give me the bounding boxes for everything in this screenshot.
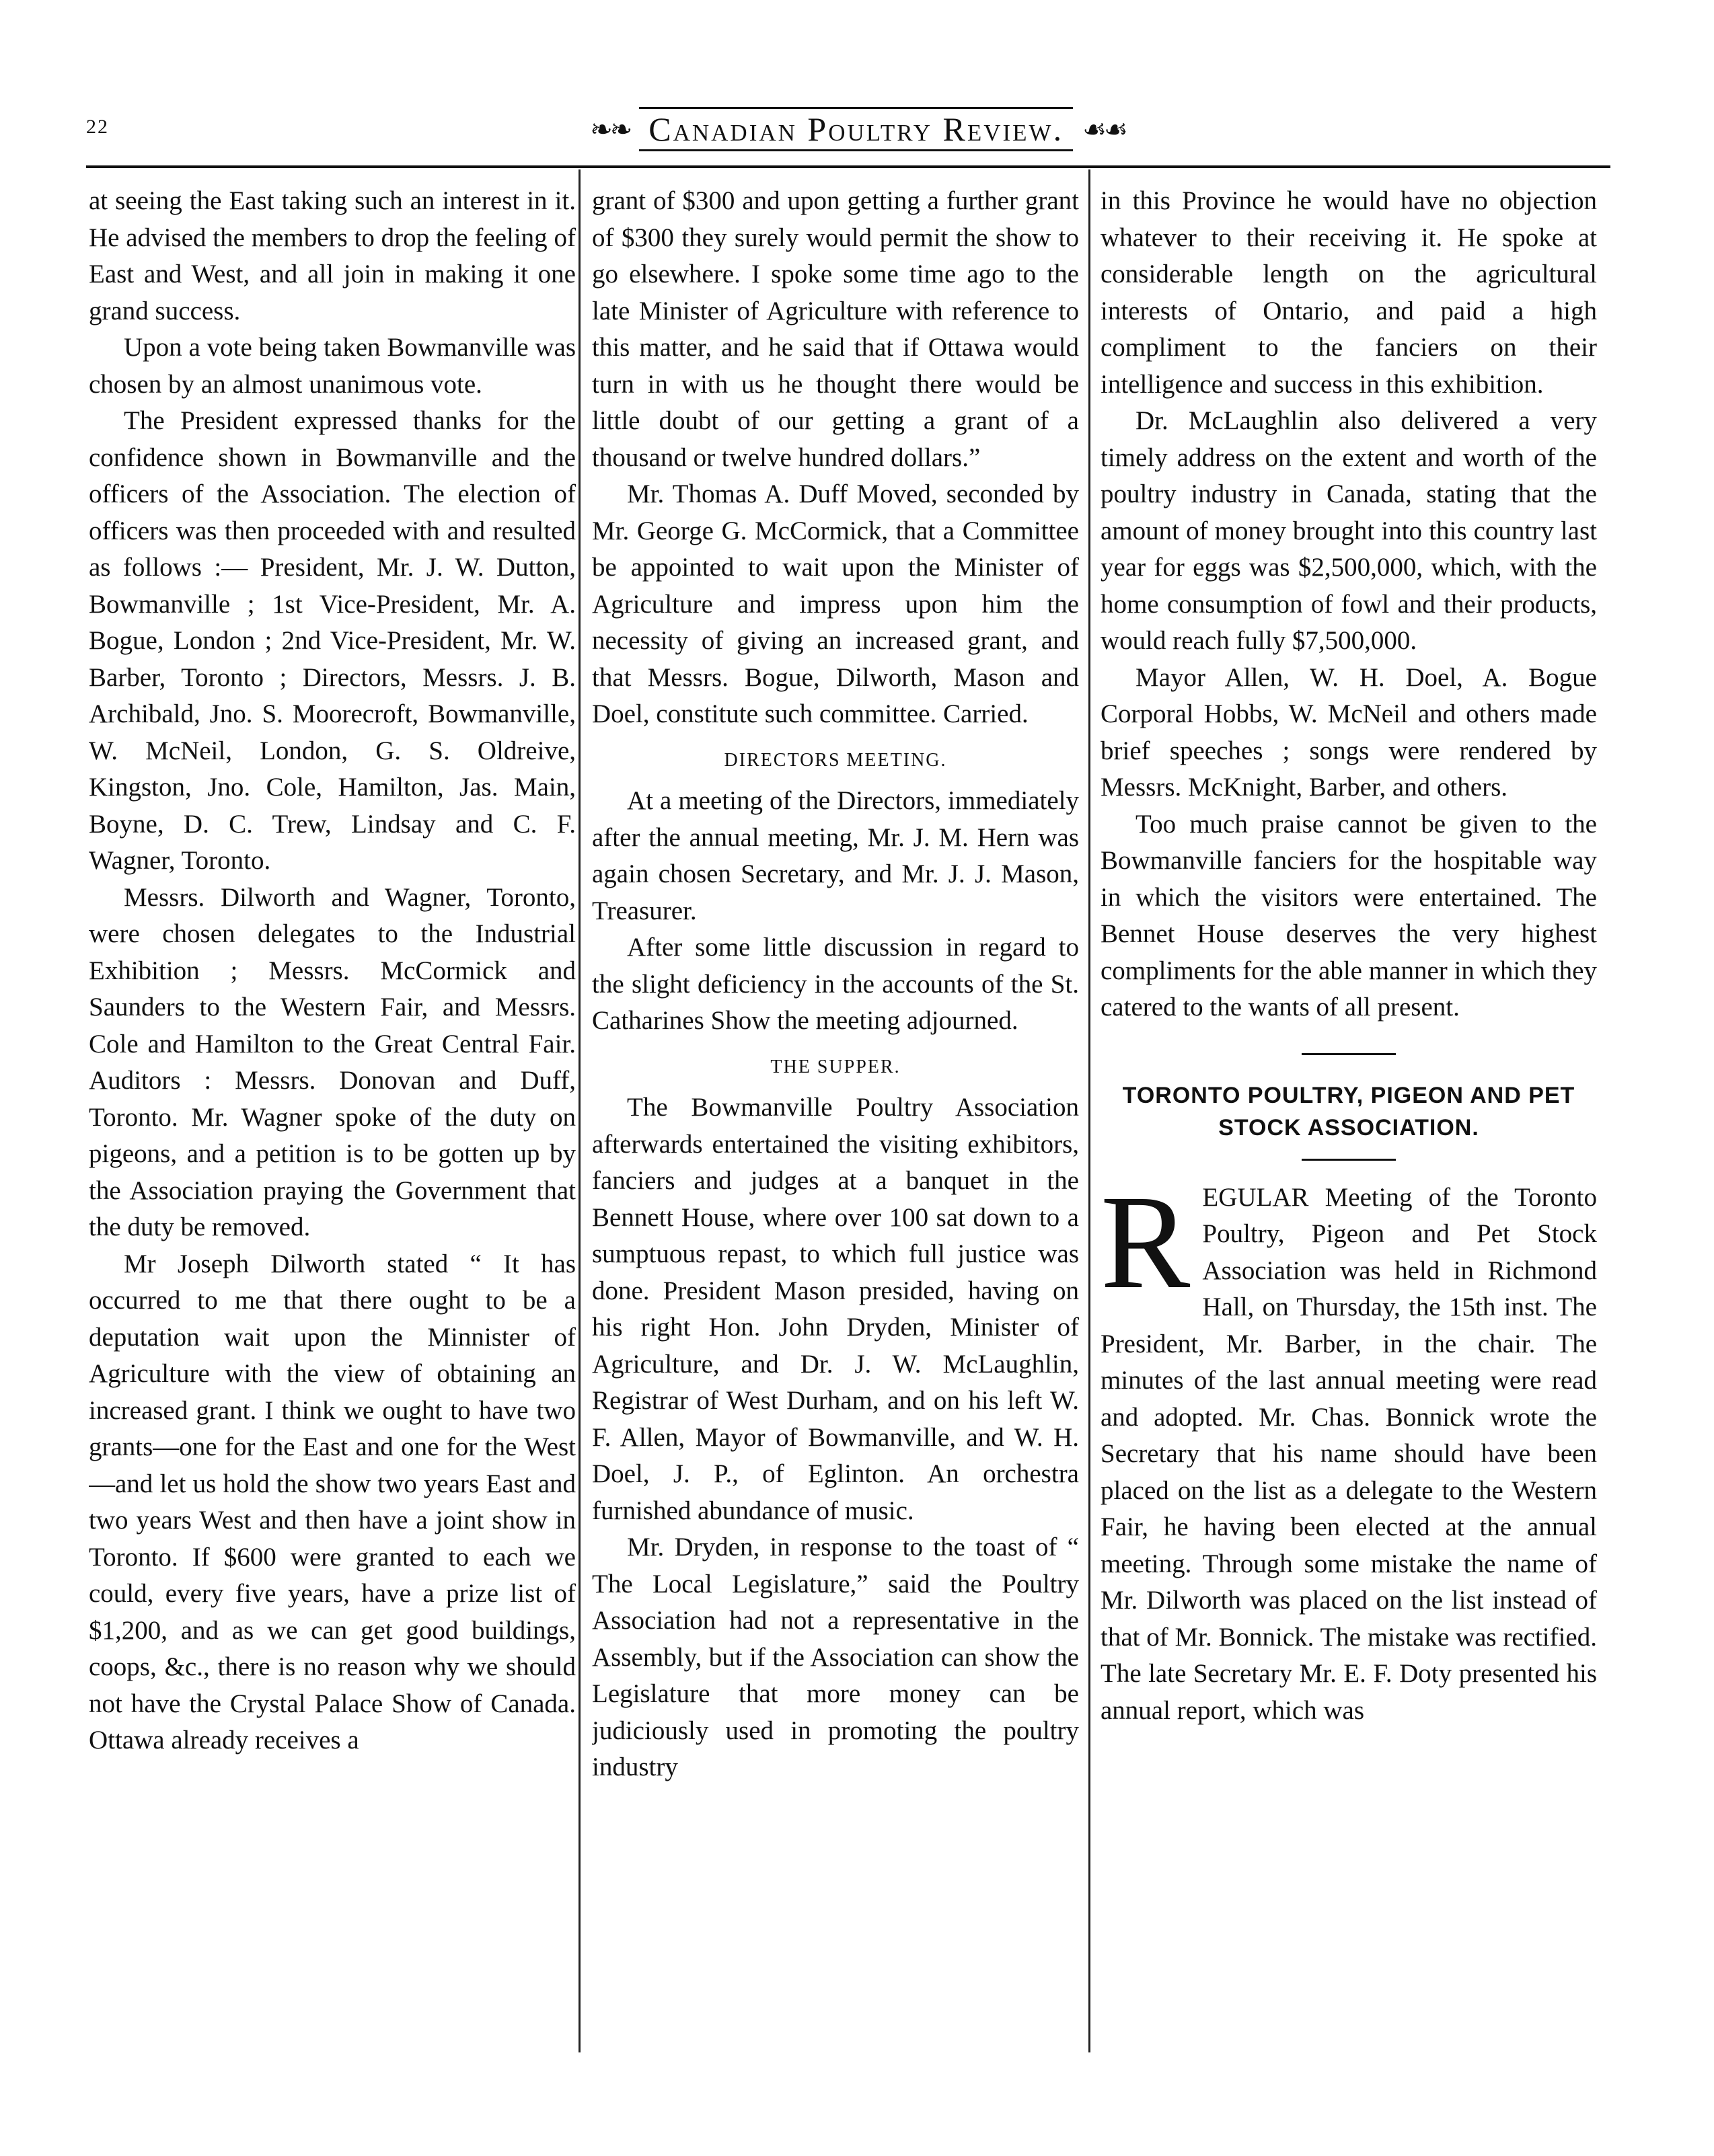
small-caps-lead: EGULAR: [1202, 1182, 1309, 1212]
column-divider: [1088, 169, 1090, 2052]
paragraph: After some little discussion in regard to the slight deficiency in the accounts of the St. Catharines Show the meeting adjourned.: [592, 933, 1079, 1035]
column-3: [1101, 183, 1597, 2052]
section-divider: [1302, 1159, 1396, 1161]
paragraph: Too much praise cannot be given to the Bowmanville fanciers for the hospitable way in which the visitors were entertained. The Bennet House deserves the very highest compliments for the able manner in which they catered to the wants of all present.: [1101, 809, 1597, 1022]
section-paragraph: [1101, 1167, 1597, 1730]
directors-meeting-heading: DIRECTORS MEETING.: [724, 749, 947, 771]
paragraph: Mr. Dryden, in response to the toast of “ The Local Legislature,” said the Poultry Association had not a representative in the Assembly, but if the Association can show the Legislature that more money can be judiciously used in promoting the poultry industry: [592, 1533, 1079, 1781]
drop-cap: R: [1101, 1167, 1191, 1317]
masthead-title: Canadian Poultry Review.: [639, 107, 1073, 151]
section-body: Meeting of the Toronto Poultry, Pigeon and Pet Stock Association was held in Richmond Hall, on Thursday, the 15th inst. The President, Mr. Barber, in the chair. The minutes of the last annual meeting were read and adopted. Mr. Chas. Bonnick wrote the Secretary that his name should have been placed on the list as a delegate to the Western Fair, he having been elected at the annual meeting. Through some mistake the name of Mr. Dilworth was placed on the list instead of that of Mr. Bonnick. The mistake was rectified. The late Secretary Mr. E. F. Doty presented his annual report, which was: [1101, 1182, 1597, 1725]
column-2: [592, 183, 1079, 2052]
paragraph: The President expressed thanks for the confidence shown in Bowmanville and the officers of the Association. The election of officers was then proceeded with and resulted as follows :— President, Mr. J. W. Dutton, Bowmanville ; 1st Vice-President, Mr. A. Bogue, London ; 2nd Vice-President, Mr. W. Barber, Toronto ; Directors, Messrs. J. B. Archibald, Jno. S. Moorecroft, Bowmanville, W. McNeil, London, G. S. Oldreive, Kingston, Jno. Cole, Hamilton, Jas. Main, Boyne, D. C. Trew, Lindsay and C. F. Wagner, Toronto.: [89, 406, 576, 875]
paragraph: The Bowmanville Poultry Association afterwards entertained the visiting exhibitors, fanciers and judges at a banquet in the Bennett House, where over 100 sat down to a sumptuous repast, to which full justice was done. President Mason presided, having on his right Hon. John Dryden, Minister of Agriculture, and Dr. J. W. McLaughlin, Registrar of West Durham, and on his left W. F. Allen, Mayor of Bowmanville, and W. H. Doel, J. P., of Eglinton. An orchestra furnished abundance of music.: [592, 1093, 1079, 1525]
paragraph: Upon a vote being taken Bowmanville was chosen by an almost unanimous vote.: [89, 333, 576, 399]
section-heading: TORONTO POULTRY, PIGEON AND PET STOCK ASSOCIATION.: [1122, 1082, 1575, 1141]
column-1: [89, 183, 576, 2052]
supper-heading: THE SUPPER.: [770, 1056, 901, 1077]
paragraph: grant of $300 and upon getting a further grant of $300 they surely would permit the show to go elsewhere. I spoke some time ago to the late Minister of Agriculture with reference to this matter, and he said that if Ottawa would turn in with us he thought there would be little doubt of our getting a grant of a thousand or twelve hundred dollars.”: [592, 186, 1079, 472]
page-number: 22: [86, 116, 109, 138]
masthead: [572, 102, 1144, 156]
ornament-right-icon: ☙☙: [1082, 114, 1125, 145]
column-divider: [579, 169, 581, 2052]
paragraph: Dr. McLaughlin also delivered a very timely address on the extent and worth of the poultry industry in Canada, stating that the amount of money brought into this country last year for eggs was $2,500,000, which, with the home consumption of fowl and their products, would reach fully $7,500,000.: [1101, 406, 1597, 655]
section-divider: [1302, 1053, 1396, 1055]
paragraph: in this Province he would have no objection whatever to their receiving it. He spoke at considerable length on the agricultural interests of Ontario, and paid a high compliment to the fanciers on their intelligence and success in this exhibition.: [1101, 186, 1597, 399]
paragraph: Messrs. Dilworth and Wagner, Toronto, were chosen delegates to the Industrial Exhibition ; Messrs. McCormick and Saunders to the Western Fair, and Messrs. Cole and Hamilton to the Great Central Fair. Auditors : Messrs. Donovan and Duff, Toronto. Mr. Wagner spoke of the duty on pigeons, and a petition is to be gotten up by the Association praying the Government that the duty be removed.: [89, 882, 576, 1241]
paragraph: At a meeting of the Directors, immediately after the annual meeting, Mr. J. M. Hern was again chosen Secretary, and Mr. J. J. Mason, Treasurer.: [592, 786, 1079, 925]
paragraph: Mayor Allen, W. H. Doel, A. Bogue Corporal Hobbs, W. McNeil and others made brief speeches ; songs were rendered by Messrs. McKnight, Barber, and others.: [1101, 662, 1597, 802]
paragraph: Mr. Thomas A. Duff Moved, seconded by Mr. George G. McCormick, that a Committee be appointed to wait upon the Minister of Agriculture and impress upon him the necessity of giving an increased grant, and that Messrs. Bogue, Dilworth, Mason and Doel, constitute such committee. Carried.: [592, 479, 1079, 728]
paragraph: at seeing the East taking such an interest in it. He advised the members to drop the feeling of East and West, and all join in making it one grand success.: [89, 186, 576, 325]
ornament-left-icon: ❧❧: [590, 114, 630, 145]
header-rule: [86, 165, 1610, 168]
paragraph: Mr Joseph Dilworth stated “ It has occurred to me that there ought to be a deputation wait upon the Minnister of Agriculture with the view of obtaining an increased grant. I think we ought to have two grants—one for the East and one for the West—and let us hold the show two years East and two years West and then have a joint show in Toronto. If $600 were granted to each we could, every five years, have a prize list of $1,200, and as we can get good buildings, coops, &c., there is no reason why we should not have the Crystal Palace Show of Canada. Ottawa already receives a: [89, 1249, 576, 1755]
